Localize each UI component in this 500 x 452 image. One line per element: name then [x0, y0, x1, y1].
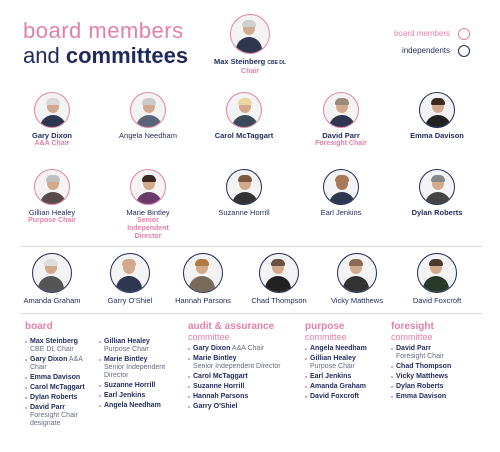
list-item: Marie Bintley Senior Independent Director — [188, 355, 300, 371]
list-item: Garry O'Shiel — [188, 403, 300, 411]
title-line-2: and committees — [23, 43, 189, 68]
member-card: Marie Bintley Senior Independent Director — [98, 169, 198, 241]
list-item: Angela Needham — [99, 402, 174, 410]
member-card: Vicky Matthews — [307, 253, 407, 305]
divider — [20, 246, 482, 247]
list-item: Angela Needham — [305, 345, 385, 353]
list-item: Carol McTaggart — [25, 384, 95, 392]
list-item: David Foxcroft — [305, 393, 385, 401]
list-item: Hannah Parsons — [188, 393, 300, 401]
list-item: David Parr Foresight Chair — [391, 345, 481, 361]
committee-title: board — [25, 321, 53, 332]
list-item: Gary Dixon A&A Chair — [25, 356, 95, 372]
committee-title: purpose — [305, 321, 345, 332]
foresight-committee — [391, 322, 481, 403]
list-item: Carol McTaggart — [188, 373, 300, 381]
avatar — [183, 253, 223, 293]
avatar — [419, 169, 455, 205]
title-line-1: board members — [23, 18, 184, 43]
member-card: David Parr Foresight Chair — [291, 92, 391, 148]
list-item: Dylan Roberts — [391, 383, 481, 391]
avatar — [34, 169, 70, 205]
legend-board-members: board members — [394, 25, 470, 42]
avatar — [130, 169, 166, 205]
member-card: Emma Davison — [387, 92, 487, 140]
avatar — [230, 14, 270, 54]
avatar — [130, 92, 166, 128]
member-card: Dylan Roberts — [387, 169, 487, 217]
list-item: David Parr Foresight Chair designate — [25, 404, 95, 428]
member-card: Gillian Healey Purpose Chair — [2, 169, 102, 225]
list-item: Gary Dixon A&A Chair — [188, 345, 300, 353]
legend — [394, 25, 470, 59]
member-chair: Max Steinberg CBE DL Chair — [195, 14, 305, 76]
committee-subtitle: committee — [305, 332, 347, 342]
list-item: Gillian Healey Purpose Chair — [99, 338, 174, 354]
avatar — [323, 92, 359, 128]
committee-subtitle: committee — [391, 332, 433, 342]
committee-title: foresight — [391, 321, 434, 332]
list-item: Amanda Graham — [305, 383, 385, 391]
avatar — [226, 92, 262, 128]
list-item: Suzanne Horrill — [99, 382, 174, 390]
avatar — [110, 253, 150, 293]
member-card: Angela Needham — [98, 92, 198, 140]
list-item: Earl Jenkins — [99, 392, 174, 400]
legend-independents: independents — [394, 42, 470, 59]
list-item: Max Steinberg CBE DL Chair — [25, 338, 95, 354]
member-card: Earl Jenkins — [291, 169, 391, 217]
member-card: Amanda Graham — [2, 253, 102, 305]
navy-ring-icon — [458, 45, 470, 57]
member-card: David Foxcroft — [387, 253, 487, 305]
list-item: Dylan Roberts — [25, 394, 95, 402]
list-item: Vicky Matthews — [391, 373, 481, 381]
list-item: Marie Bintley Senior Independent Director — [99, 356, 174, 380]
page-title — [23, 18, 188, 68]
board-list-1 — [25, 322, 95, 430]
committee-title: audit & assurance — [188, 321, 275, 332]
list-item: Emma Davison — [25, 374, 95, 382]
pink-ring-icon — [458, 28, 470, 40]
avatar — [32, 253, 72, 293]
member-card: Gary Dixon A&A Chair — [2, 92, 102, 148]
committee-subtitle: committee — [188, 332, 230, 342]
list-item: Emma Davison — [391, 393, 481, 401]
member-card: Suzanne Horrill — [194, 169, 294, 217]
purpose-committee — [305, 322, 385, 403]
member-card: Chad Thompson — [229, 253, 329, 305]
avatar — [419, 92, 455, 128]
board-list-2 — [99, 338, 174, 412]
divider — [20, 313, 482, 314]
member-card: Garry O'Shiel — [80, 253, 180, 305]
avatar — [259, 253, 299, 293]
avatar — [226, 169, 262, 205]
avatar — [417, 253, 457, 293]
list-item: Earl Jenkins — [305, 373, 385, 381]
list-item: Gillian Healey Purpose Chair — [305, 355, 385, 371]
avatar — [337, 253, 377, 293]
member-card: Hannah Parsons — [153, 253, 253, 305]
list-item: Chad Thompson — [391, 363, 481, 371]
avatar — [323, 169, 359, 205]
audit-committee — [188, 322, 300, 413]
list-item: Suzanne Horrill — [188, 383, 300, 391]
avatar — [34, 92, 70, 128]
member-card: Carol McTaggart — [194, 92, 294, 140]
